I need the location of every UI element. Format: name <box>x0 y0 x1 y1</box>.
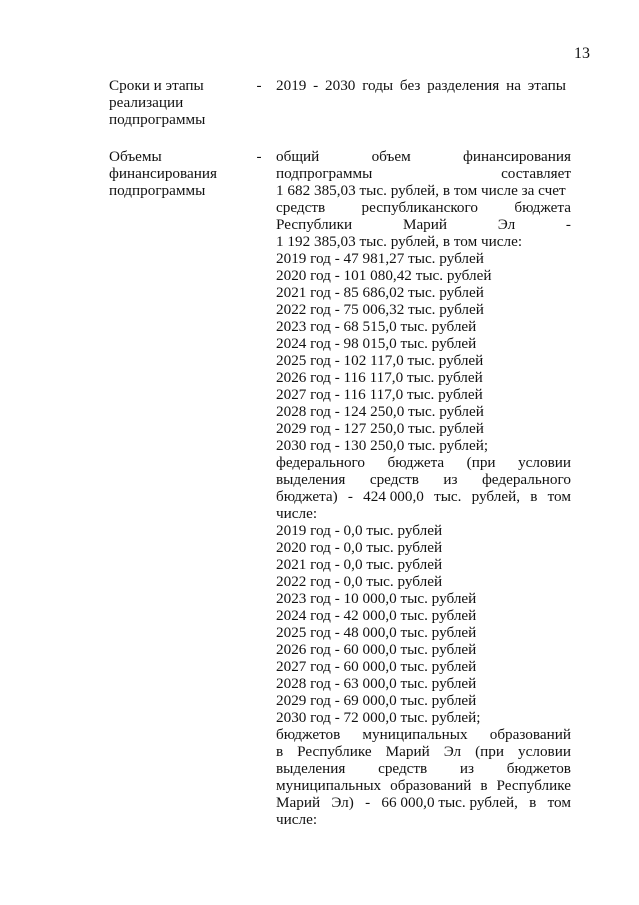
list-item: 2024 год - 42 000,0 тыс. рублей <box>276 607 477 624</box>
funding-label <box>109 148 249 199</box>
word: республиканского <box>361 199 478 216</box>
funding-body <box>276 148 571 828</box>
list-item: 2020 год - 0,0 тыс. рублей <box>276 539 443 556</box>
federal-line-1 <box>276 454 571 471</box>
word: образований <box>390 777 472 794</box>
terms-label-line: реализации <box>109 94 184 111</box>
intro-line-2 <box>276 165 571 182</box>
list-item: 2020 год - 101 080,42 тыс. рублей <box>276 267 492 284</box>
word: подпрограммы <box>276 165 373 182</box>
word: Эл <box>443 743 462 760</box>
word: из <box>443 471 458 488</box>
terms-dash: - <box>256 77 262 94</box>
list-item: 2022 год - 0,0 тыс. рублей <box>276 573 443 590</box>
word: Республики <box>276 216 353 233</box>
intro-line-5 <box>276 216 571 233</box>
intro-line-1 <box>276 148 571 165</box>
word: 424 000,0 <box>363 488 424 505</box>
muni-line-2 <box>276 743 571 760</box>
list-item: 2026 год - 60 000,0 тыс. рублей <box>276 641 477 658</box>
word: том <box>547 488 571 505</box>
list-item: 2028 год - 63 000,0 тыс. рублей <box>276 675 477 692</box>
word: Марий <box>402 216 448 233</box>
funding-dash: - <box>256 148 262 165</box>
list-item: 2026 год - 116 117,0 тыс. рублей <box>276 369 483 386</box>
federal-years-list <box>276 522 571 726</box>
word: средств <box>378 760 428 777</box>
word: в <box>529 794 537 811</box>
terms-value <box>276 77 571 94</box>
list-item: 2019 год - 47 981,27 тыс. рублей <box>276 250 484 267</box>
funding-label-line: Объемы <box>109 148 162 165</box>
republic-years-list <box>276 250 571 454</box>
terms-label-line: подпрограммы <box>109 111 206 128</box>
list-item: 2025 год - 48 000,0 тыс. рублей <box>276 624 477 641</box>
word: выделения <box>276 471 346 488</box>
word: бюджета <box>514 199 571 216</box>
terms-label <box>109 77 249 128</box>
list-item: 2024 год - 98 015,0 тыс. рублей <box>276 335 477 352</box>
word: федерального <box>276 454 365 471</box>
federal-line-3 <box>276 488 571 505</box>
word: в <box>530 488 538 505</box>
funding-label-line: финансирования <box>109 165 217 182</box>
list-item: 2029 год - 69 000,0 тыс. рублей <box>276 692 477 709</box>
word: 66 000,0 тыс. рублей, <box>381 794 518 811</box>
list-item: 2021 год - 0,0 тыс. рублей <box>276 556 443 573</box>
muni-line-6: числе: <box>276 811 318 828</box>
list-item: 2027 год - 116 117,0 тыс. рублей <box>276 386 483 403</box>
terms-label-line: Сроки и этапы <box>109 77 204 94</box>
intro-line-3: 1 682 385,03 тыс. рублей, в том числе за счет <box>276 182 566 199</box>
word: условии <box>518 454 571 471</box>
terms-value-text: 2019 - 2030 годы без разделения на этапы <box>276 77 566 94</box>
list-item: 2019 год - 0,0 тыс. рублей <box>276 522 443 539</box>
word: Республике <box>297 743 372 760</box>
muni-line-3 <box>276 760 571 777</box>
word: - <box>565 216 571 233</box>
word: средств <box>276 199 326 216</box>
word: бюджетов <box>276 726 341 743</box>
funding-label-line: подпрограммы <box>109 182 206 199</box>
word: Республике <box>496 777 571 794</box>
word: финансирования <box>463 148 571 165</box>
word: бюджета) <box>276 488 338 505</box>
list-item: 2027 год - 60 000,0 тыс. рублей <box>276 658 477 675</box>
list-item: 2030 год - 130 250,0 тыс. рублей; <box>276 437 489 454</box>
word: - <box>347 488 353 505</box>
word: федерального <box>481 471 571 488</box>
muni-line-4 <box>276 777 571 794</box>
word: рублей, <box>471 488 521 505</box>
word: (при <box>475 743 505 760</box>
muni-line-5 <box>276 794 571 811</box>
federal-line-2 <box>276 471 571 488</box>
word: Марий <box>276 794 321 811</box>
word: из <box>459 760 475 777</box>
word: общий <box>276 148 320 165</box>
word: средств <box>369 471 419 488</box>
list-item: 2022 год - 75 006,32 тыс. рублей <box>276 301 484 318</box>
list-item: 2023 год - 10 000,0 тыс. рублей <box>276 590 477 607</box>
intro-line-4 <box>276 199 571 216</box>
word: том <box>547 794 571 811</box>
word: муниципальных <box>276 777 382 794</box>
word: выделения <box>276 760 346 777</box>
list-item: 2021 год - 85 686,02 тыс. рублей <box>276 284 484 301</box>
federal-line-4: числе: <box>276 505 318 522</box>
word: бюджетов <box>506 760 571 777</box>
intro-line-6: 1 192 385,03 тыс. рублей, в том числе: <box>276 233 523 250</box>
word: (при <box>466 454 496 471</box>
list-item: 2030 год - 72 000,0 тыс. рублей; <box>276 709 481 726</box>
word: Эл) <box>331 794 354 811</box>
word: составляет <box>501 165 571 182</box>
word: - <box>365 794 371 811</box>
word: в <box>276 743 284 760</box>
word: в <box>480 777 488 794</box>
word: условии <box>518 743 571 760</box>
word: бюджета <box>387 454 445 471</box>
muni-line-1 <box>276 726 571 743</box>
word: объем <box>371 148 411 165</box>
word: Марий <box>385 743 430 760</box>
word: тыс. <box>434 488 462 505</box>
list-item: 2023 год - 68 515,0 тыс. рублей <box>276 318 477 335</box>
word: муниципальных <box>362 726 468 743</box>
list-item: 2029 год - 127 250,0 тыс. рублей <box>276 420 484 437</box>
word: Эл <box>497 216 516 233</box>
list-item: 2028 год - 124 250,0 тыс. рублей <box>276 403 484 420</box>
word: образований <box>489 726 571 743</box>
page-number: 13 <box>574 45 590 62</box>
list-item: 2025 год - 102 117,0 тыс. рублей <box>276 352 484 369</box>
